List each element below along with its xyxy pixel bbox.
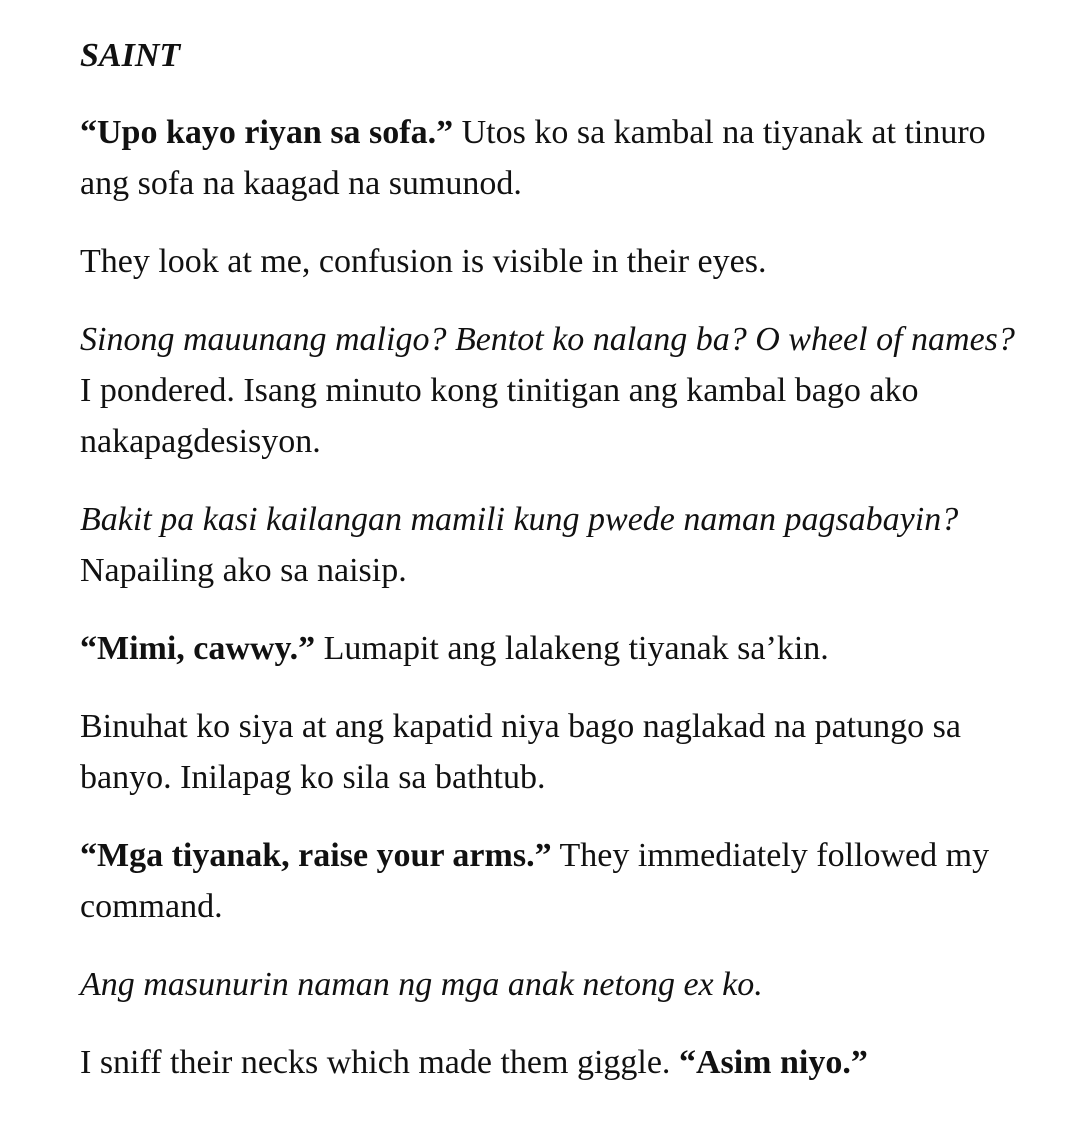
- paragraph-3: [80, 314, 1020, 467]
- dialogue-text: “Mimi, cawwy.”: [80, 630, 316, 667]
- paragraph-6: [80, 701, 1020, 803]
- paragraph-4: [80, 494, 1020, 596]
- narration-text: Napailing ako sa naisip.: [80, 552, 407, 589]
- thought-text: Sinong mauunang maligo? Bentot ko nalang ba? O wheel of names?: [80, 321, 1015, 358]
- paragraph-7: [80, 830, 1020, 932]
- narration-text: I pondered. Isang minuto kong tinitigan ang kambal bago ako nakapagdesisyon.: [80, 372, 919, 460]
- narration-text: Lumapit ang lalakeng tiyanak sa’kin.: [315, 630, 829, 667]
- narration-text: They look at me, confusion is visible in their eyes.: [80, 243, 767, 280]
- chapter-heading: SAINT: [80, 37, 181, 74]
- thought-text: Ang masunurin naman ng mga anak netong ex ko.: [80, 966, 763, 1003]
- dialogue-text: “Mga tiyanak, raise your arms.”: [80, 837, 552, 874]
- narration-text: Utos ko sa kambal na tiyanak at tinuro ang sofa na kaagad na sumunod.: [80, 114, 986, 202]
- paragraph-9: [80, 1037, 1020, 1088]
- narration-text: Binuhat ko siya at ang kapatid niya bago naglakad na patungo sa banyo. Inilapag ko sila sa bathtub.: [80, 708, 961, 796]
- narration-text: I sniff their necks which made them giggle.: [80, 1044, 679, 1081]
- paragraph-5: [80, 623, 1020, 674]
- dialogue-text: “Upo kayo riyan sa sofa.”: [80, 114, 454, 151]
- dialogue-text: “Asim niyo.”: [678, 1044, 868, 1081]
- narration-text: They immediately followed my command.: [80, 837, 990, 925]
- paragraph-2: [80, 236, 1020, 287]
- paragraph-1: [80, 107, 1020, 209]
- paragraph-8: [80, 959, 1020, 1010]
- thought-text: Bakit pa kasi kailangan mamili kung pwede naman pagsabayin?: [80, 501, 959, 538]
